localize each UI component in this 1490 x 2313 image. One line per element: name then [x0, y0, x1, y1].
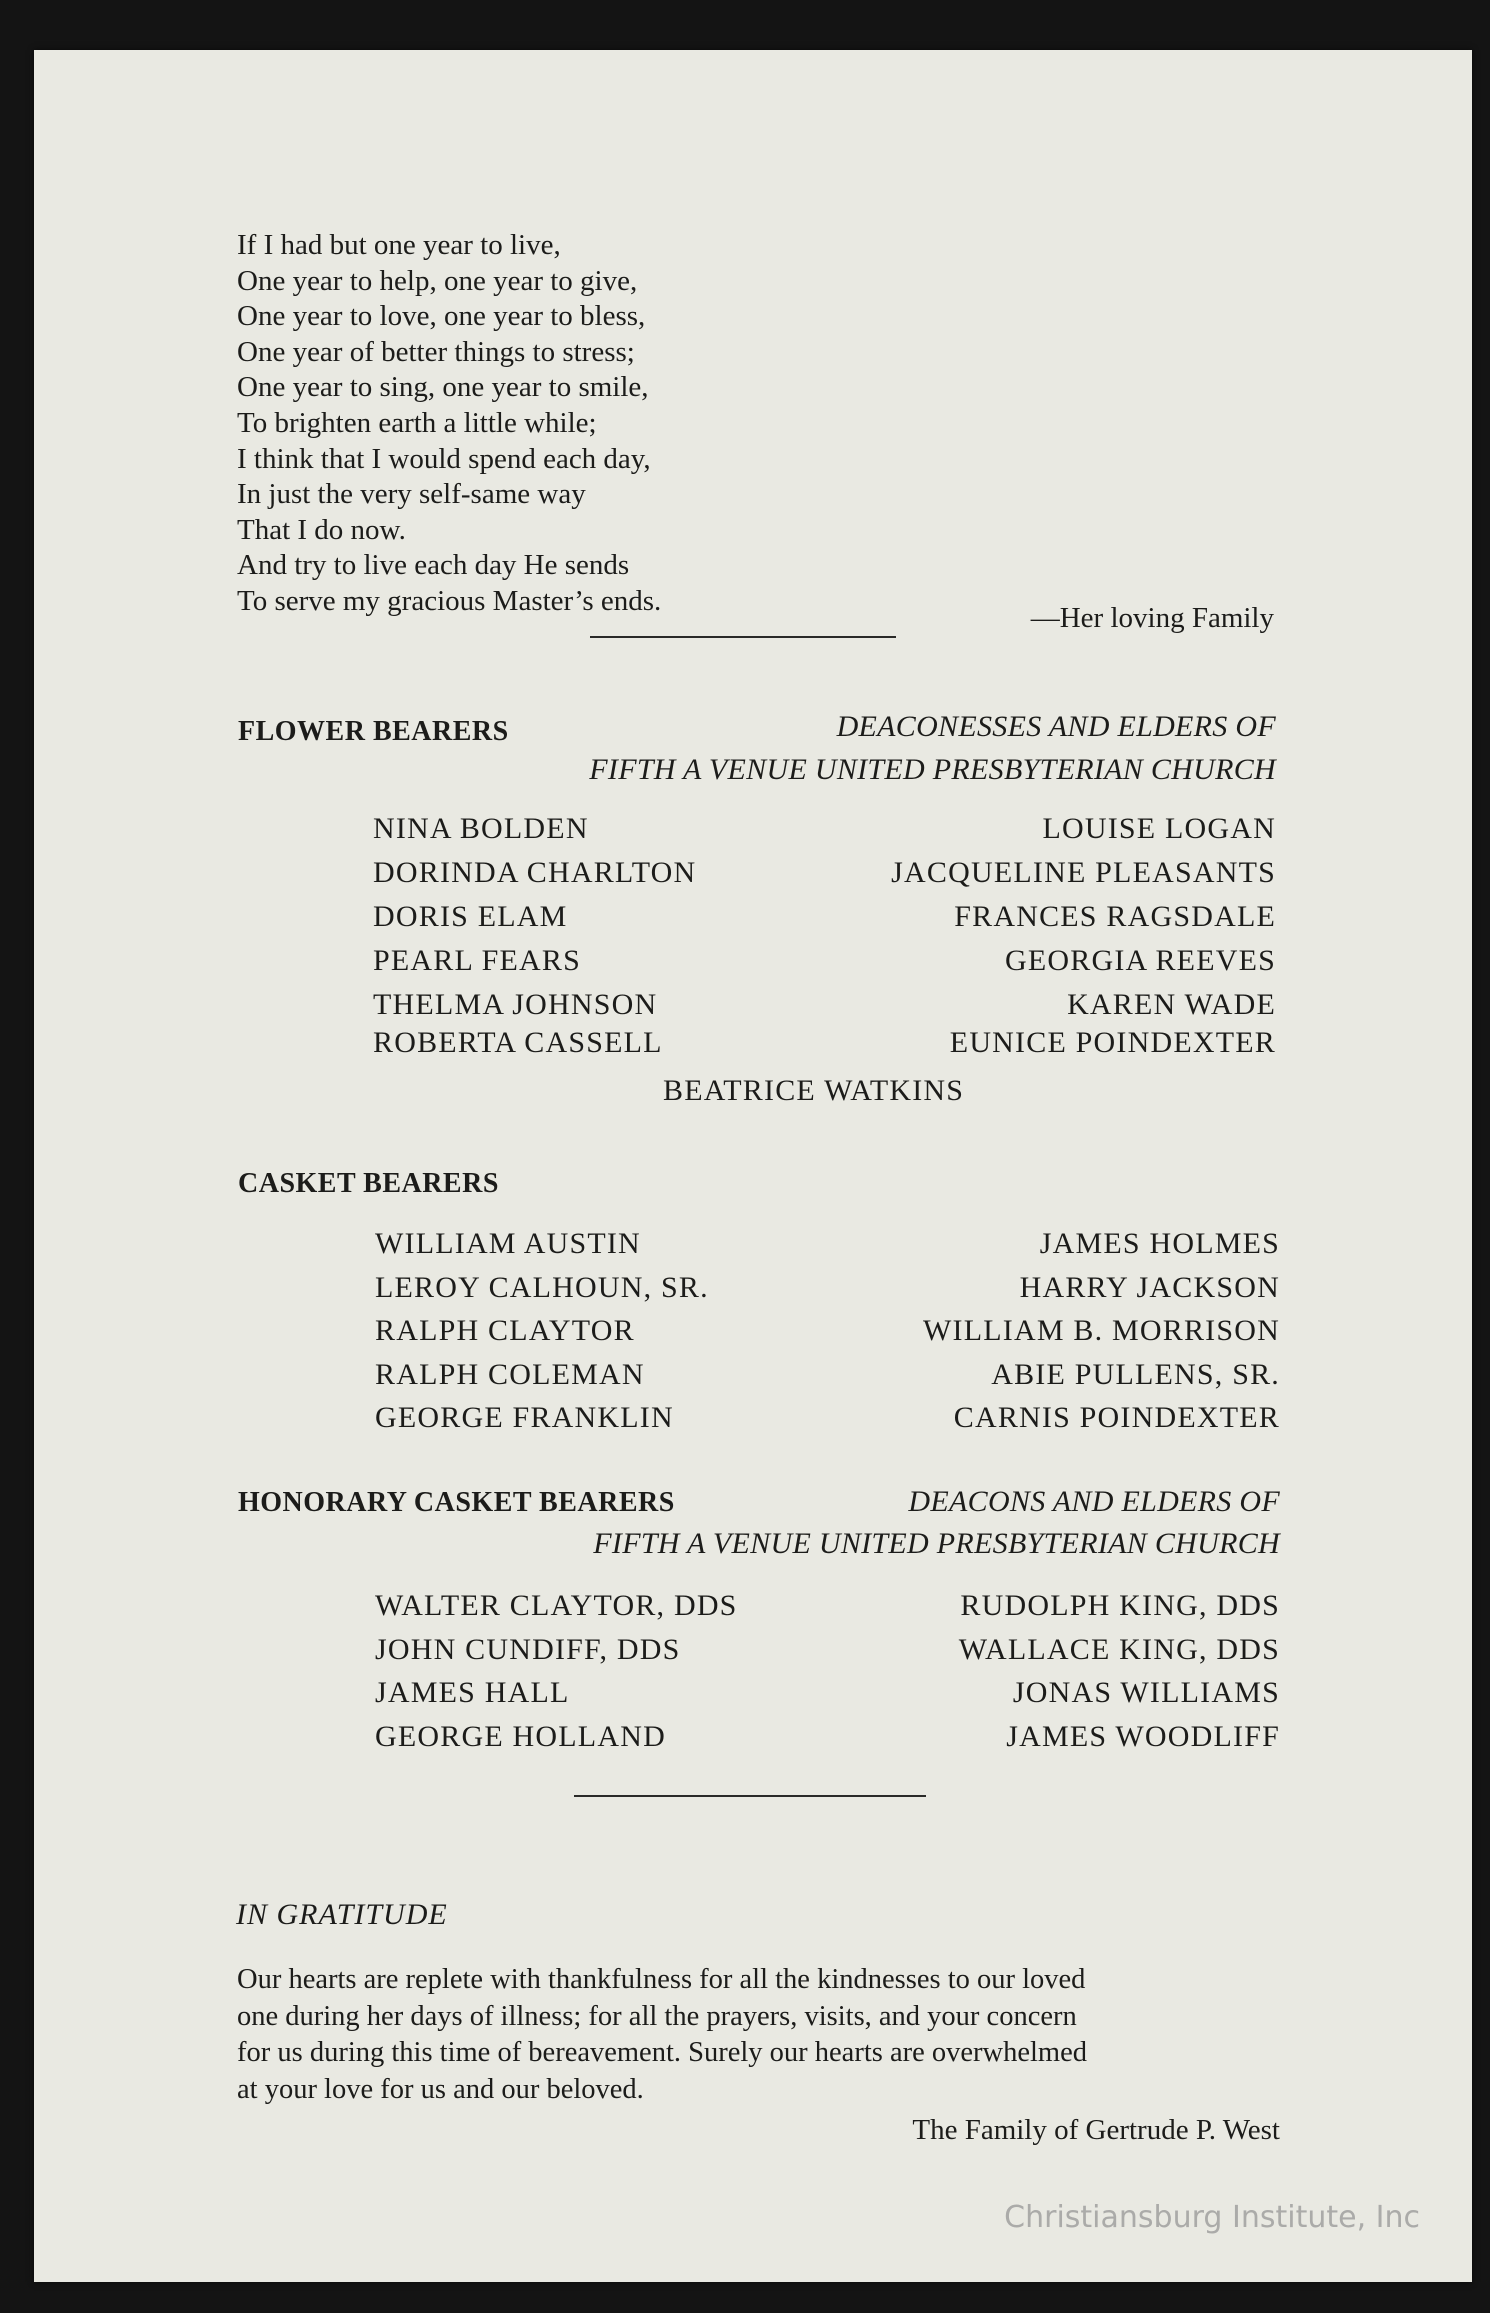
bearer-name: WILLIAM B. MORRISON — [923, 1314, 1280, 1347]
page-content — [34, 50, 1472, 2282]
flower-bearers-center-name: BEATRICE WATKINS — [663, 1074, 965, 1107]
poem-line: To serve my gracious Master’s ends. — [237, 584, 662, 617]
divider-rule — [574, 1795, 926, 1797]
bearer-name: JACQUELINE PLEASANTS — [891, 856, 1276, 889]
bearer-name: JAMES HALL — [375, 1676, 570, 1709]
flower-bearers-subtitle-1: DEACONESSES AND ELDERS OF — [836, 710, 1276, 743]
family-signature: The Family of Gertrude P. West — [912, 2114, 1280, 2146]
poem — [237, 228, 937, 620]
program-page — [34, 50, 1472, 2282]
bearer-name: WILLIAM AUSTIN — [375, 1227, 641, 1260]
honorary-right-column — [959, 1584, 1280, 1758]
bearer-name: WALTER CLAYTOR, DDS — [375, 1589, 738, 1622]
gratitude-title: IN GRATITUDE — [236, 1898, 448, 1931]
bearer-name: LEROY CALHOUN, SR. — [375, 1270, 709, 1304]
poem-line: If I had but one year to live, — [237, 229, 561, 261]
bearer-name: RUDOLPH KING, DDS — [960, 1589, 1280, 1622]
honorary-left-column — [375, 1584, 738, 1758]
poem-line: That I do now. — [237, 513, 406, 546]
bearer-name: GEORGE FRANKLIN — [375, 1401, 674, 1434]
poem-line: And try to live each day He sends — [237, 549, 630, 582]
bearer-name: EUNICE POINDEXTER — [949, 1026, 1276, 1059]
bearer-name: DORINDA CHARLTON — [373, 856, 697, 889]
bearer-name: RALPH CLAYTOR — [375, 1314, 635, 1347]
flower-bearers-right-column — [891, 807, 1276, 1065]
bearer-name: LOUISE LOGAN — [1042, 812, 1276, 845]
flower-bearers-left-column — [373, 807, 696, 1065]
bearer-name: RALPH COLEMAN — [375, 1357, 645, 1391]
bearer-name: JOHN CUNDIFF, DDS — [375, 1632, 681, 1666]
bearer-name: HARRY JACKSON — [1019, 1270, 1280, 1304]
poem-line: One year to sing, one year to smile, — [237, 371, 649, 404]
poem-line: In just the very self-same way — [237, 478, 586, 511]
bearer-name: WALLACE KING, DDS — [958, 1632, 1280, 1666]
honorary-subtitle-1: DEACONS AND ELDERS OF — [908, 1485, 1280, 1518]
bearer-name: JAMES HOLMES — [1039, 1227, 1280, 1260]
gratitude-line: one during her days of illness; for all the prayers, visits, and your concern — [237, 2000, 1077, 2032]
casket-bearers-right-column — [923, 1222, 1280, 1440]
flower-bearers-subtitle-2: FIFTH A VENUE UNITED PRESBYTERIAN CHURCH — [589, 753, 1276, 786]
honorary-casket-bearers-title: HONORARY CASKET BEARERS — [238, 1487, 675, 1518]
watermark: Christiansburg Institute, Inc — [1004, 2200, 1420, 2235]
bearer-name: FRANCES RAGSDALE — [954, 900, 1276, 933]
bearer-name: GEORGE HOLLAND — [375, 1719, 666, 1753]
poem-signoff: —Her loving Family — [1030, 602, 1274, 634]
bearer-name: JONAS WILLIAMS — [1012, 1676, 1280, 1709]
bearer-name: CARNIS POINDEXTER — [953, 1401, 1280, 1434]
poem-line: One year to love, one year to bless, — [237, 300, 646, 333]
bearer-name: ROBERTA CASSELL — [373, 1026, 663, 1059]
honorary-subtitle-2: FIFTH A VENUE UNITED PRESBYTERIAN CHURCH — [593, 1527, 1280, 1560]
poem-line: I think that I would spend each day, — [237, 442, 651, 475]
bearer-name: GEORGIA REEVES — [1005, 944, 1276, 977]
poem-line: To brighten earth a little while; — [237, 406, 597, 439]
gratitude-message — [237, 1962, 1333, 2108]
bearer-name: ABIE PULLENS, SR. — [991, 1357, 1280, 1391]
gratitude-line: Our hearts are replete with thankfulness for all the kindnesses to our loved — [237, 1964, 1086, 1995]
poem-line: One year to help, one year to give, — [237, 264, 638, 297]
casket-bearers-left-column — [375, 1222, 709, 1440]
bearer-name: JAMES WOODLIFF — [1006, 1719, 1280, 1753]
bearer-name: DORIS ELAM — [373, 900, 568, 933]
flower-bearers-title: FLOWER BEARERS — [238, 716, 509, 747]
bearer-name: KAREN WADE — [1067, 988, 1276, 1021]
gratitude-line: at your love for us and our beloved. — [237, 2073, 644, 2105]
poem-line: One year of better things to stress; — [237, 335, 635, 368]
casket-bearers-title: CASKET BEARERS — [238, 1168, 499, 1199]
bearer-name: NINA BOLDEN — [373, 812, 589, 845]
bearer-name: PEARL FEARS — [373, 944, 581, 977]
bearer-name: THELMA JOHNSON — [373, 988, 658, 1021]
divider-rule — [590, 636, 896, 638]
gratitude-line: for us during this time of bereavement. Surely our hearts are overwhelmed — [237, 2037, 1087, 2068]
